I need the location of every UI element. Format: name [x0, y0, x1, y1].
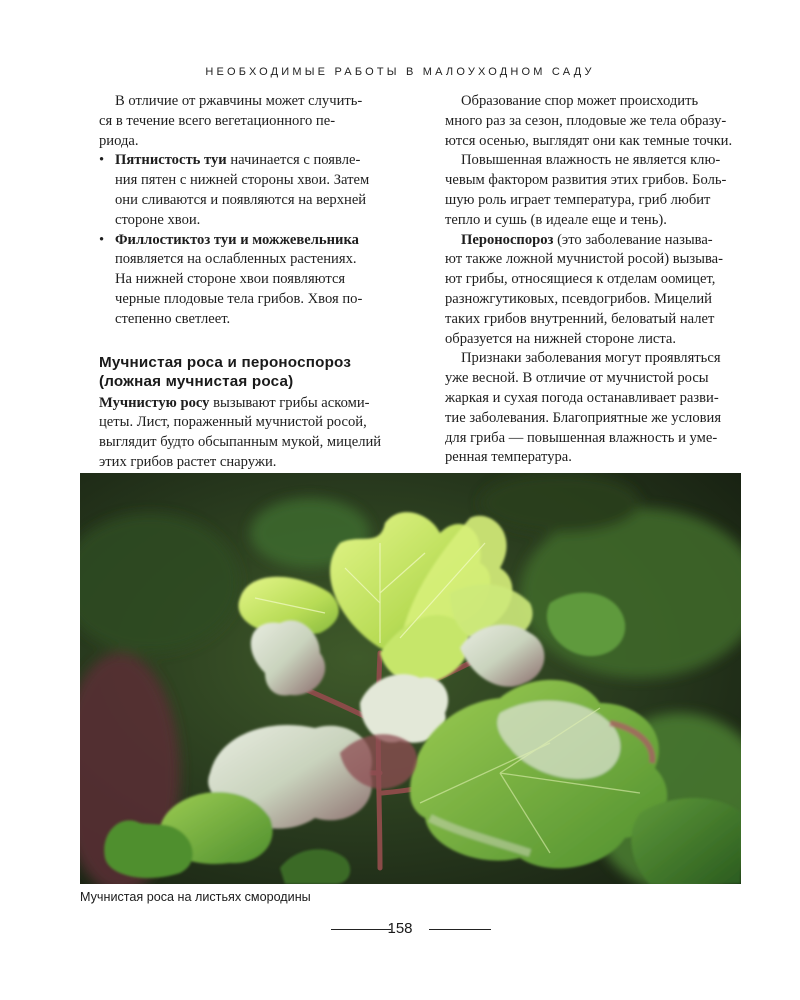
intro-text: В отличие от ржавчины может случить- ся в течение всего вегетационного пе- риода.	[99, 93, 363, 149]
humidity-paragraph: Повышенная влажность не является клю- чевым фактором развития этих грибов. Боль- шую роль играет температура, гриб любит тепло и сушь (в идеале еще и тень).	[445, 152, 727, 228]
right-column	[445, 92, 741, 468]
peronospora-paragraph	[445, 231, 741, 350]
bullet-dot-icon: •	[99, 152, 105, 169]
intro-paragraph	[99, 92, 398, 151]
bullet-item-thuja-spot	[99, 151, 398, 230]
bullet-term: Филлостиктоз туи и можжевельника	[115, 231, 359, 248]
figure-caption: Мучнистая роса на листьях смородины	[80, 890, 311, 904]
paragraph-text: вызывают грибы аскоми- цеты. Лист, пораженный мучнистой росой, выглядит будто обсыпанным мукой, мицелий этих грибов растет снаружи.	[99, 394, 382, 470]
bullet-term: Пятнистость туи	[115, 152, 227, 169]
currant-leaves-photo	[80, 473, 741, 884]
paragraph-text: (это заболевание называ- ют также ложной мучнистой росой) вызыва- ют грибы, относящиеся к отделам оомицет, разножгутиковых, псевдогрибов. Мицелий таких грибов внутренний, беловатый налет образуется на нижней стороне листа.	[445, 231, 724, 347]
symptoms-paragraph: Признаки заболевания могут проявляться уже весной. В отличие от мучнистой росы жаркая и сухая погода останавливает разви- тие заболевания. Благоприятные же условия для гриба — повышенная влажность и уме- ренная температура.	[445, 350, 722, 466]
bullet-dot-icon: •	[99, 231, 105, 248]
mildew-paragraph	[99, 394, 398, 473]
paragraph-term: Пероноспороз	[461, 231, 554, 248]
bullet-item-phyllosticta	[99, 231, 398, 330]
left-column	[99, 92, 398, 473]
bullet-text: появляется на ослабленных растениях. На нижней стороне хвои появляются черные плодовые тела грибов. Хвоя по- степенно светлеет.	[115, 251, 363, 327]
spores-paragraph: Образование спор может происходить много раз за сезон, плодовые же тела образу- ются осенью, выглядят они как темные точки.	[445, 93, 733, 149]
running-head: НЕОБХОДИМЫЕ РАБОТЫ В МАЛОУХОДНОМ САДУ	[205, 66, 595, 78]
paragraph-term: Мучнистую росу	[99, 394, 210, 411]
page-number: 158	[387, 920, 413, 937]
section-subheading: Мучнистая роса и пероноспороз (ложная мучнистая роса)	[99, 353, 352, 391]
bullet-text: начинается с появле- ния пятен с нижней стороны хвои. Затем они сливаются и появляются на верхней стороне хвои.	[115, 152, 370, 228]
